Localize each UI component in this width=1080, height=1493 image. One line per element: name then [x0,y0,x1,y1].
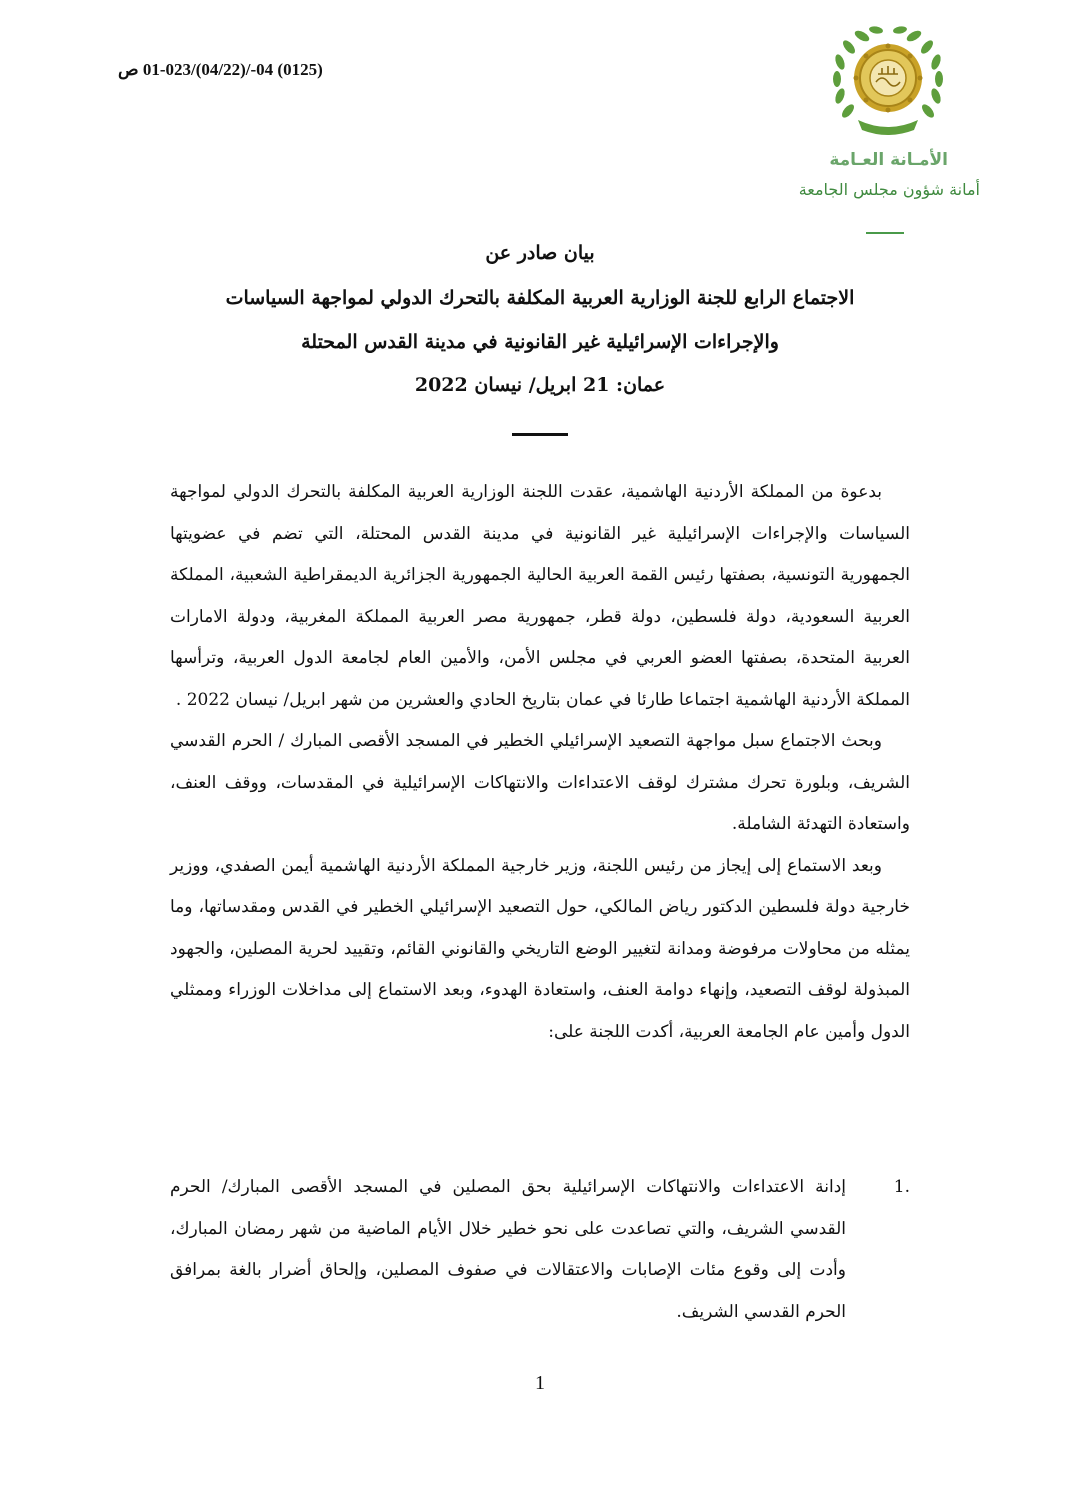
statement-date: عمان: 21 ابريل/ نيسان 2022 [414,374,666,396]
list-item [170,1167,910,1333]
paragraph: بدعوة من المملكة الأردنية الهاشمية، عقدت اللجنة الوزارية العربية المكلفة بالتحرك الدولي لمواجهة السياسات والإجراءات الإسرائيلية غير القانونية في مدينة القدس المحتلة، التي تضم في عضويتها الجمهورية التونسية، بصفتها رئيس القمة العربية الحالية الجمهورية الجزائرية الديمقراطية الشعبية، المملكة العربية السعودية، دولة فلسطين، دولة قطر، جمهورية مصر العربية المملكة المغربية، ودولة الامارات العربية المتحدة، بصفتها العضو العربي في مجلس الأمن، والأمين العام لجامعة الدول العربية، وترأسها المملكة الأردنية الهاشمية اجتماعا طارئا في عمان بتاريخ الحادي والعشرين من شهر ابريل/ نيسان 2022 . [170,482,910,710]
paragraph: وبعد الاستماع إلى إيجاز من رئيس اللجنة، وزير خارجية المملكة الأردنية الهاشمية أيمن الصفدي، ووزير خارجية دولة فلسطين الدكتور رياض المالكي، حول التصعيد الإسرائيلي الخطير في القدس ومقدساتها، وما يمثله من محاولات مرفوضة ومدانة لتغيير الوضع التاريخي والقانوني القائم، وتقييد لحرية المصلين، والجهود المبذولة لوقف التصعيد، وإنهاء دوامة العنف، واستعادة الهدوء، وبعد الاستماع إلى مداخلات الوزراء وممثلي الدول وأمين عام الجامعة العربية، أكدت اللجنة على: [170,855,910,1042]
organization-name: الأمـانة العـامة [829,150,948,170]
reference-number: (0125) 04-/(04/22)/01-023 ص [118,60,323,79]
statement-heading: بيان صادر عن [485,242,595,264]
statement-title-line-2: والإجراءات الإسرائيلية غير القانونية في مدينة القدس المحتلة [301,331,779,353]
title-divider [512,433,568,436]
arab-league-emblem-icon [818,16,958,146]
organization-department: أمانة شؤون مجلس الجامعة [798,180,980,199]
paragraph: وبحث الاجتماع سبل مواجهة التصعيد الإسرائيلي الخطير في المسجد الأقصى المبارك / الحرم القدسي الشريف، وبلورة تحرك مشترك لوقف الاعتداءات والانتهاكات الإسرائيلية في المقدسات، ووقف العنف، واستعادة التهدئة الشاملة. [170,731,910,834]
list-item-text: إدانة الاعتداءات والانتهاكات الإسرائيلية بحق المصلين في المسجد الأقصى المبارك/ الحرم القدسي الشريف، والتي تصاعدت على نحو خطير خلال الأيام الماضية من شهر رمضان المبارك، وأدت إلى وقوع مئات الإصابات والاعتقالات في صفوف المصلين، وإلحاق أضرار بالغة بمرافق الحرم القدسي الشريف. [170,1177,846,1322]
statement-body [170,472,910,1053]
page-number: 1 [535,1372,545,1394]
resolutions-list [170,1167,910,1333]
statement-title-line-1: الاجتماع الرابع للجنة الوزارية العربية المكلفة بالتحرك الدولي لمواجهة السياسات [225,287,855,309]
header-divider [866,232,904,234]
list-item-number: 1. [893,1177,910,1197]
